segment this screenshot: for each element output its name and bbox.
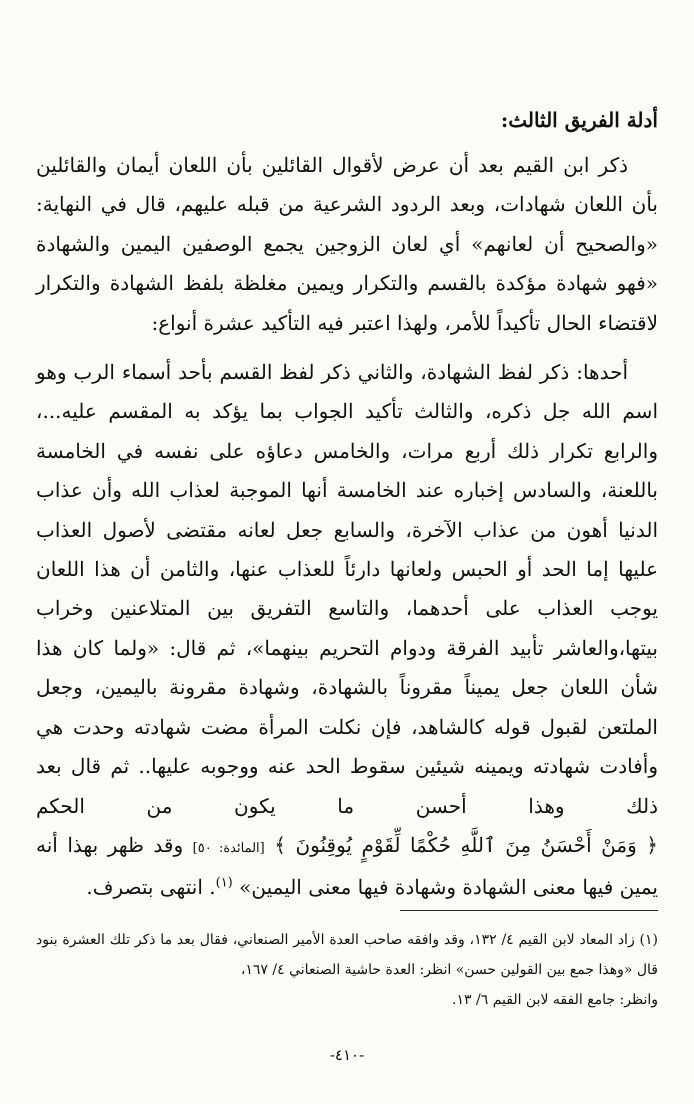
quran-reference: [المائدة: ٥٠]: [192, 840, 265, 856]
paragraph-2-tail: . انتهى بتصرف.: [86, 875, 216, 900]
quran-verse: ﴿ وَمَنْ أَحْسَنُ مِنَ ٱللَّهِ حُكْمًا لِّقَوْمٍ يُوقِنُونَ ﴾: [274, 832, 658, 857]
page-number: -٤١٠-: [329, 1046, 365, 1064]
footnote: [36, 925, 658, 1015]
paragraph-2-end: وقد ظهر بهذا أنه يمين فيها معنى الشهادة وشهادة فيها معنى اليمين»: [36, 832, 658, 900]
paragraph-2-main: أحدها: ذكر لفظ الشهادة، والثاني ذكر لفظ القسم بأحد أسماء الرب وهو اسم الله جل ذكره، والثالث تأكيد الجواب بما يؤكد به المقسم عليه...، والرابع تكرار ذلك أربع مرات، والخامس دعاؤه على نفسه في الخامسة باللعنة، والسادس إخباره عند الخامسة أنها الموجبة لعذاب الله وأن عذاب الدنيا أهون من عذاب الآخرة، والسابع جعل لعانه مقتضى لأصول العذاب عليها إما الحد أو الحبس ولعانها دارئاً للعذاب عنها، والثامن أن هذا اللعان يوجب العذاب على أحدهما، والتاسع التفريق بين المتلاعنين وخراب بيتها،والعاشر تأبيد الفرقة ودوام التحريم بينهما»، ثم قال: «ولما كان هذا شأن اللعان جعل يميناً مقروناً بالشهادة، وشهادة مقرونة باليمين، وجعل الملتعن لقبول قوله كالشاهد، فإن نكلت المرأة مضت شهادته وحدت هي وأفادت شهادته ويمينه شيئين سقوط الحد عنه ووجوبه عليها.. ثم قال بعد ذلك وهذا أحسن ما يكون من الحكم: [36, 360, 659, 818]
footnote-line-1: (١) زاد المعاد لابن القيم ٤/ ١٣٢، وقد وافقه صاحب العدة الأمير الصنعاني، فقال بعد ما ذكر تلك العشرة بنود قال «وهذا جمع بين القولين حسن» انظر: العدة حاشية الصنعاني ٤/ ١٦٧،: [36, 932, 658, 978]
section-heading: أدلة الفريق الثالث:: [500, 108, 658, 132]
paragraph-1: ذكر ابن القيم بعد أن عرض لأقوال القائلين بأن اللعان أيمان والقائلين بأن اللعان شهادات، وبعد الردود الشرعية من قبله عليهم، قال في النهاية: «والصحيح أن لعانهم» أي لعان الزوجين يجمع الوصفين اليمين والشهادة «فهو شهادة مؤكدة بالقسم والتكرار ويمين مغلظة بلفظ الشهادة والتكرار لاقتضاء الحال تأكيداً للأمر، ولهذا اعتبر فيه التأكيد عشرة أنواع:: [36, 153, 659, 335]
footnote-line-2: وانظر: جامع الفقه لابن القيم ٦/ ١٣.: [452, 992, 658, 1008]
body-text: [36, 146, 658, 908]
footnote-marker: (١): [215, 875, 233, 891]
paragraph-2: [36, 353, 658, 908]
footnote-divider: [400, 910, 658, 911]
